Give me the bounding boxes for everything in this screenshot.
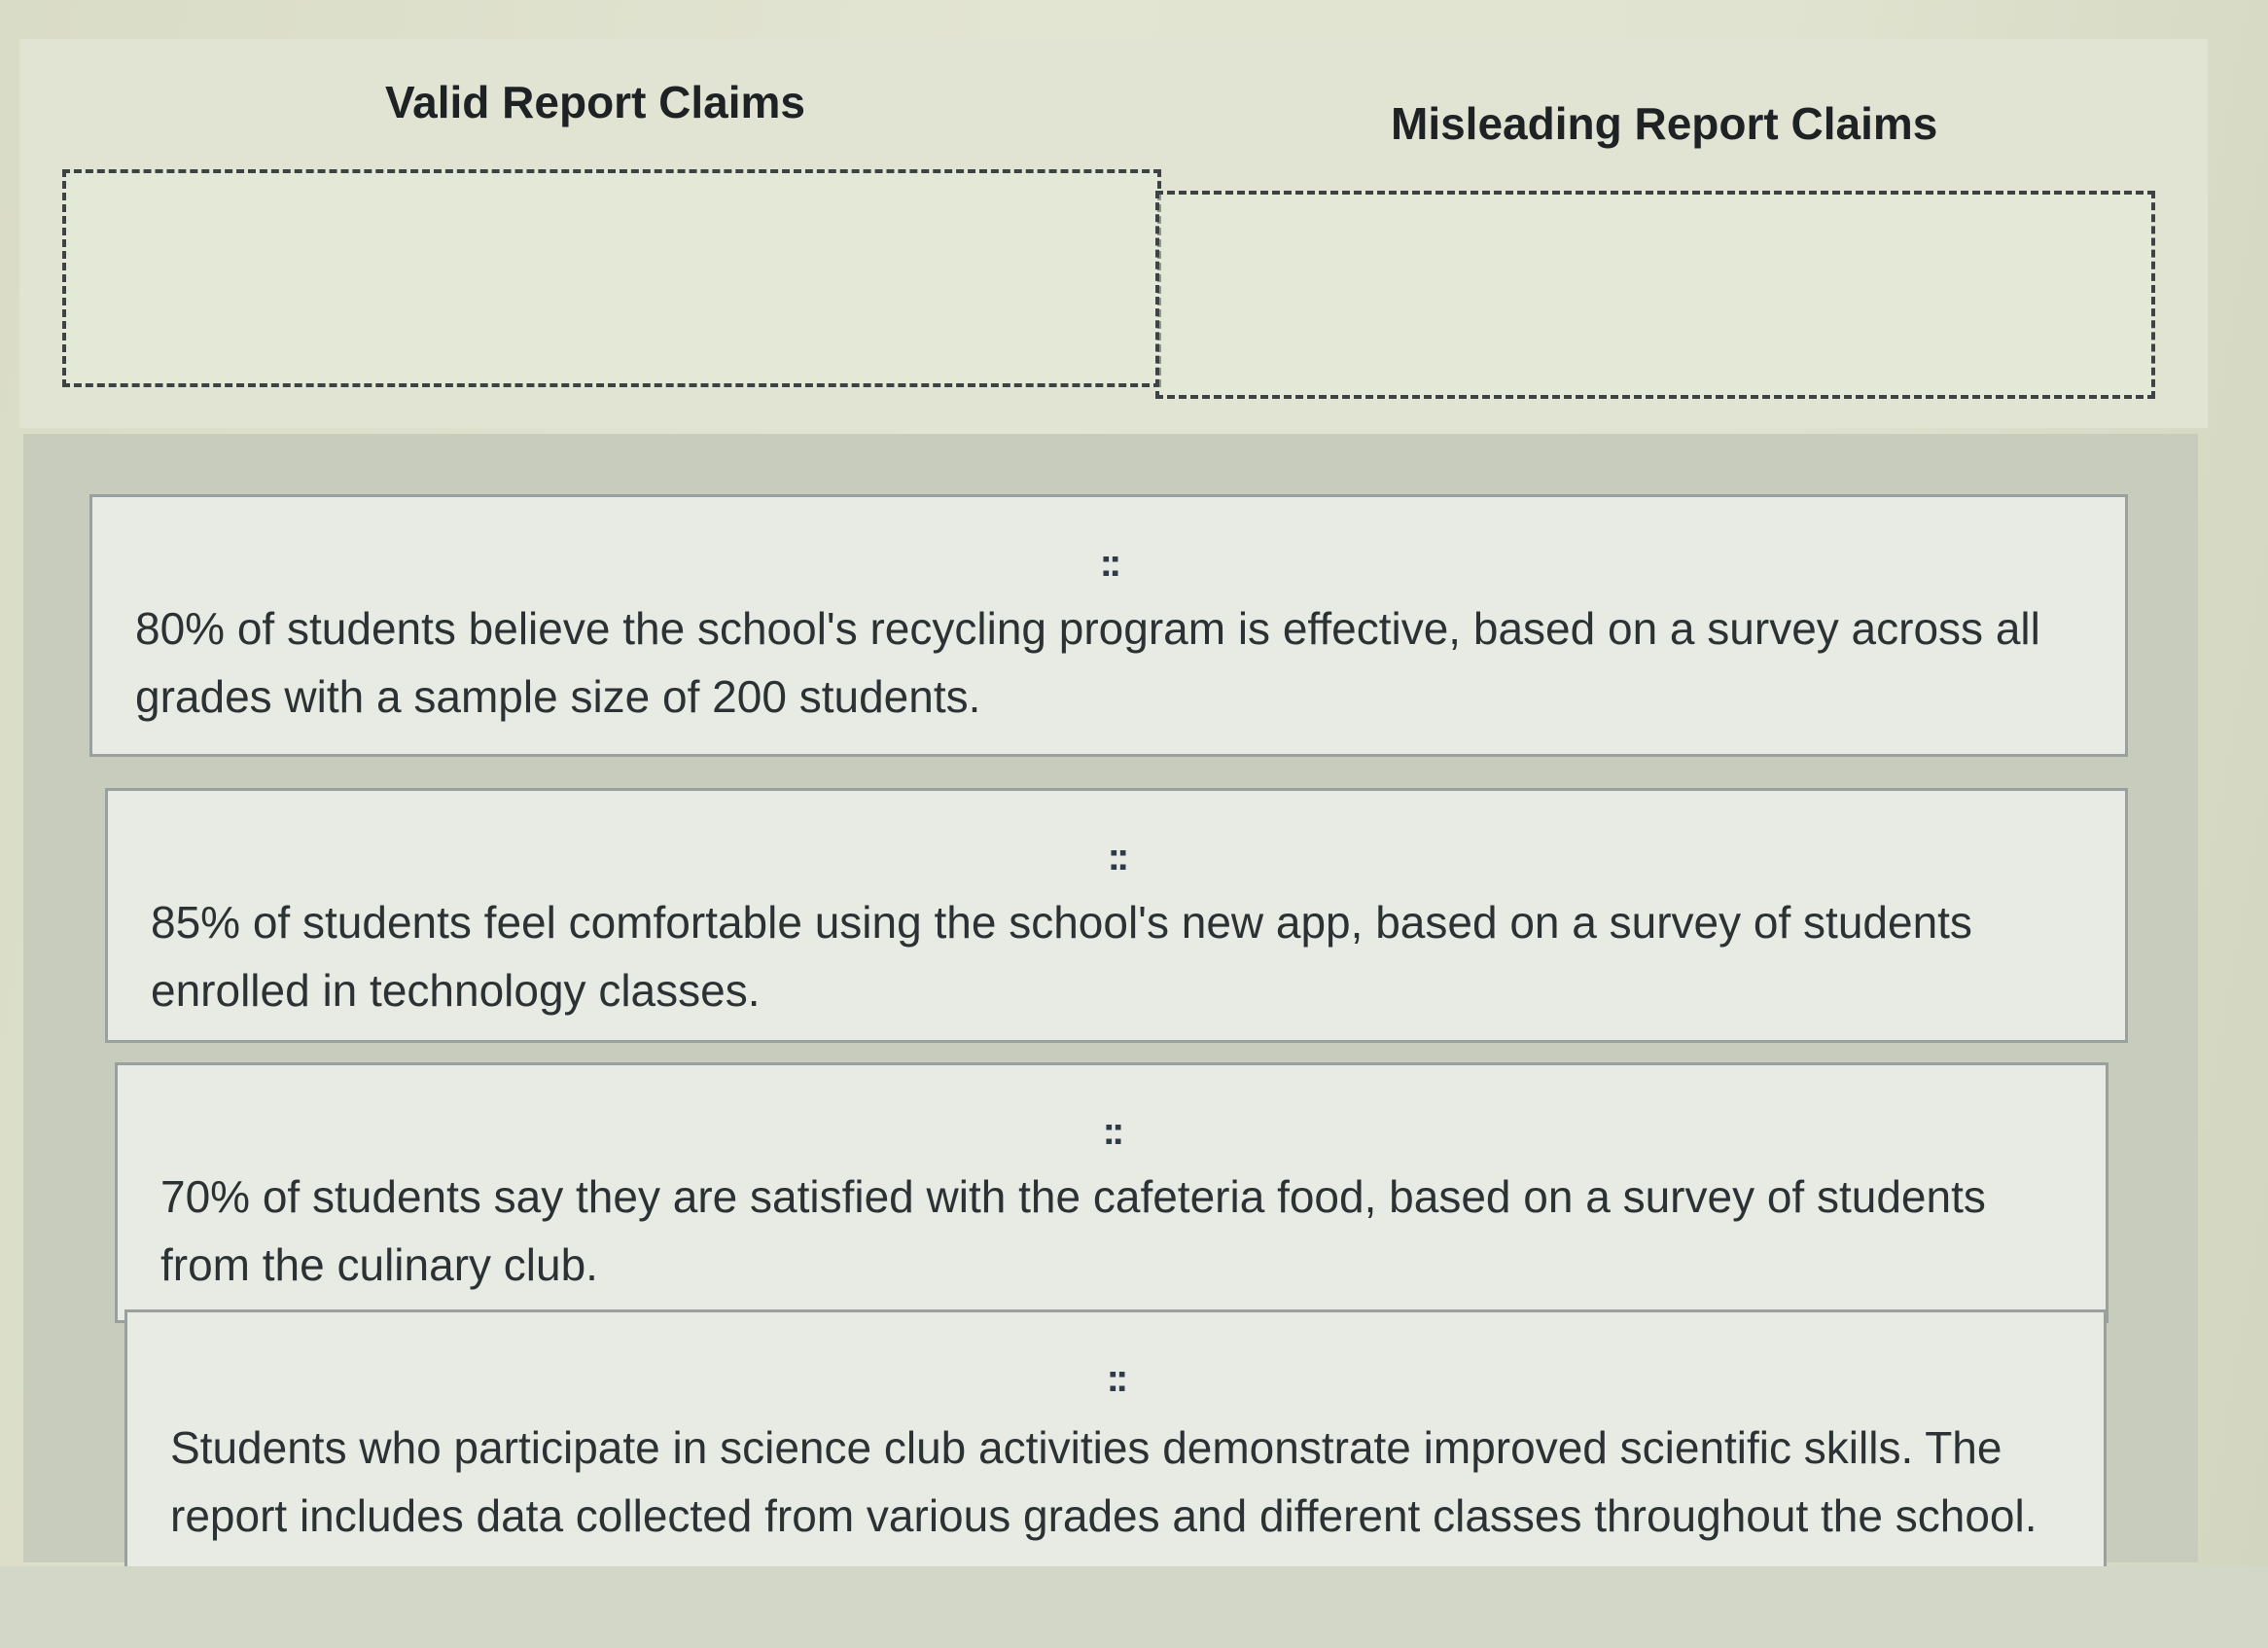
drag-handle-icon[interactable]: :: xyxy=(1107,836,1126,878)
claim-card-app[interactable] xyxy=(105,788,2128,1043)
page-footer-area xyxy=(0,1566,2268,1648)
claim-text: 85% of students feel comfortable using the school's new app, based on a survey of students enrolled in technology classes. xyxy=(151,897,1972,1016)
misleading-claims-drop-zone[interactable] xyxy=(1155,191,2155,399)
claim-text: 80% of students believe the school's recycling program is effective, based on a survey across all grades with a sample size of 200 students. xyxy=(135,603,2040,722)
drag-handle-icon[interactable]: :: xyxy=(1099,542,1118,585)
drag-handle-icon[interactable]: :: xyxy=(1102,1110,1121,1153)
claim-text: Students who participate in science club activities demonstrate improved scientific skills. The report includes data collected from various grades and different classes throughout the school. xyxy=(170,1422,2038,1541)
valid-claims-drop-zone[interactable] xyxy=(62,169,1161,387)
claim-card-cafeteria[interactable] xyxy=(115,1062,2109,1323)
drag-handle-icon[interactable]: :: xyxy=(1106,1357,1125,1400)
claim-card-recycling[interactable] xyxy=(89,494,2128,757)
claim-card-science-club[interactable] xyxy=(124,1309,2107,1601)
valid-claims-heading: Valid Report Claims xyxy=(385,77,806,127)
claim-text: 70% of students say they are satisfied with the cafeteria food, based on a survey of students from the culinary club. xyxy=(160,1171,1986,1290)
misleading-claims-heading: Misleading Report Claims xyxy=(1391,98,1938,149)
